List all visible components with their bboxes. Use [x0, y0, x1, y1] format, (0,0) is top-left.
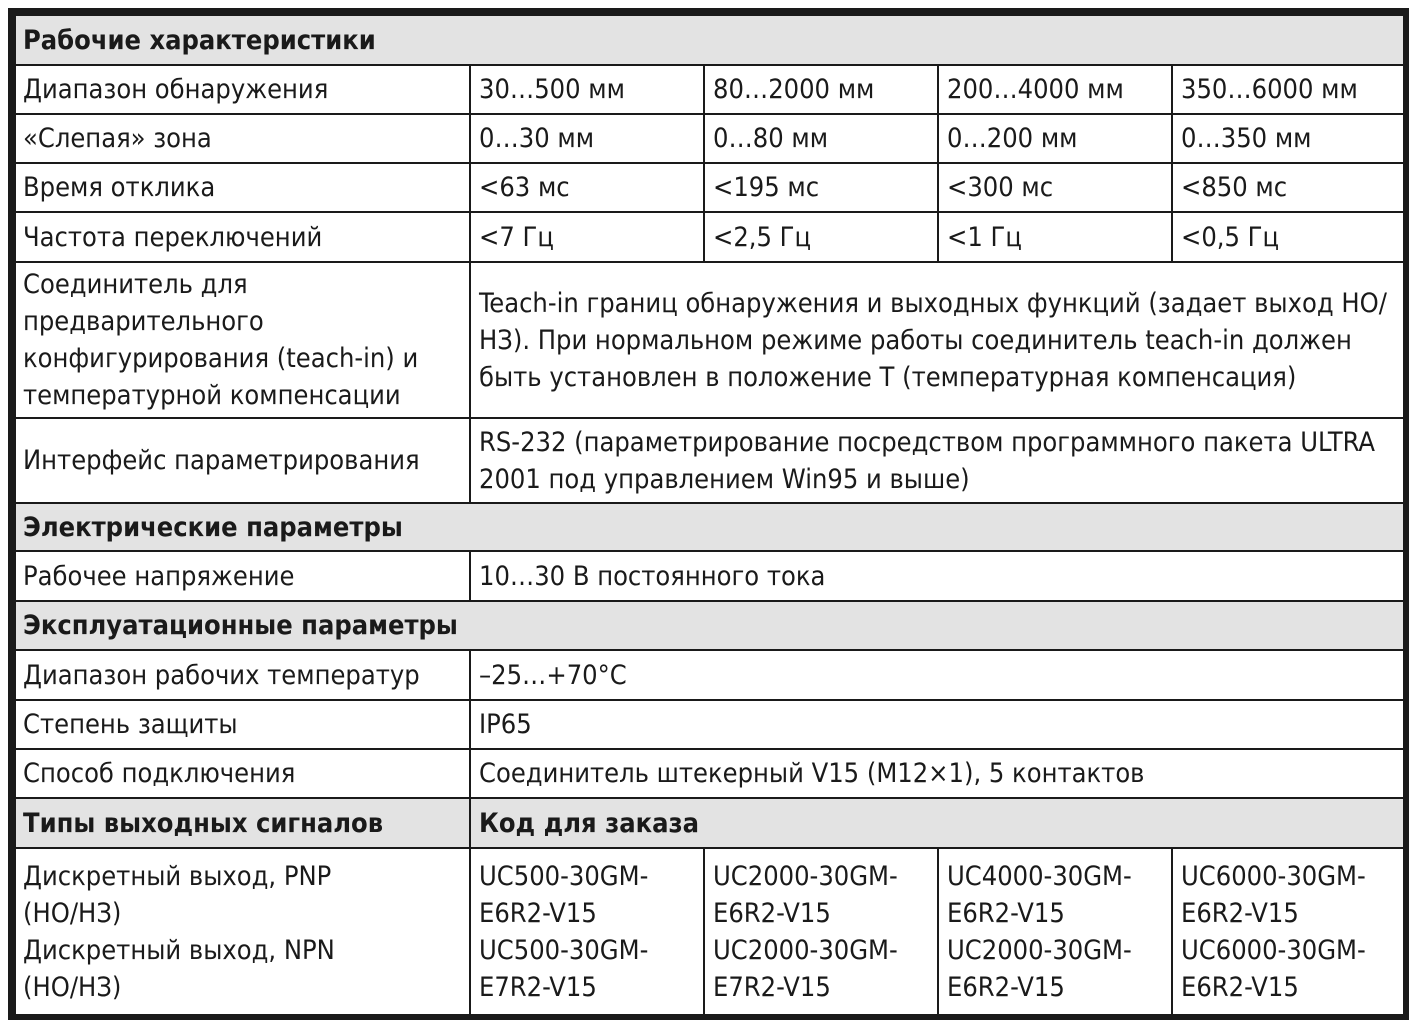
order-code-line: E6R2-V15 [1181, 897, 1299, 929]
pnp-output-label-1: Дискретный выход, PNP [23, 860, 332, 892]
teach-in-value: Teach-in границ обнаружения и выходных функций (задает выход НО/НЗ). При нормальном режиме работы соединитель teach-in должен быть установлен в положение Т (температурная компенсация) [470, 262, 1404, 418]
section-order-code-title: Код для заказа [470, 798, 1404, 848]
section-operating-row [15, 15, 1404, 65]
npn-output-label-1: Дискретный выход, NPN [23, 934, 335, 966]
detection-range-value-4: 350…6000 мм [1172, 65, 1404, 114]
order-code-line: UC2000-30GM- [713, 860, 898, 892]
blind-zone-value-2: 0…80 мм [704, 114, 938, 163]
order-code-cell-3 [938, 848, 1172, 1015]
response-time-label: Время отклика [15, 163, 470, 212]
pnp-output-label-2: (НО/НЗ) [23, 897, 122, 929]
section-electrical-row [15, 503, 1404, 551]
order-code-line: E6R2-V15 [947, 971, 1065, 1003]
section-exploitation-title: Эксплуатационные параметры [15, 601, 1404, 650]
detection-range-value-1: 30…500 мм [470, 65, 704, 114]
connection-label: Способ подключения [15, 749, 470, 798]
order-code-line: E6R2-V15 [947, 897, 1065, 929]
detection-range-value-2: 80…2000 мм [704, 65, 938, 114]
temp-range-value: –25…+70°С [470, 650, 1404, 700]
row-temp-range [15, 650, 1404, 700]
response-time-value-3: <300 мс [938, 163, 1172, 212]
blind-zone-value-1: 0…30 мм [470, 114, 704, 163]
response-time-value-1: <63 мс [470, 163, 704, 212]
order-code-line: UC500-30GM- [479, 860, 649, 892]
order-code-line: UC2000-30GM- [947, 934, 1132, 966]
section-exploitation-row [15, 601, 1404, 650]
specifications-table [14, 14, 1405, 1016]
order-code-line: E6R2-V15 [1181, 971, 1299, 1003]
switch-frequency-value-2: <2,5 Гц [704, 212, 938, 262]
switch-frequency-value-3: <1 Гц [938, 212, 1172, 262]
spec-sheet [8, 8, 1409, 1020]
row-response-time [15, 163, 1404, 212]
param-interface-label: Интерфейс параметрирования [15, 418, 470, 503]
blind-zone-label: «Слепая» зона [15, 114, 470, 163]
row-voltage [15, 551, 1404, 601]
protection-value: IP65 [470, 700, 1404, 749]
voltage-label: Рабочее напряжение [15, 551, 470, 601]
row-switch-frequency [15, 212, 1404, 262]
row-detection-range [15, 65, 1404, 114]
order-code-line: E6R2-V15 [479, 897, 597, 929]
switch-frequency-value-4: <0,5 Гц [1172, 212, 1404, 262]
order-code-cell-2 [704, 848, 938, 1015]
order-code-line: E6R2-V15 [713, 897, 831, 929]
response-time-value-4: <850 мс [1172, 163, 1404, 212]
row-connection [15, 749, 1404, 798]
order-code-line: UC500-30GM- [479, 934, 649, 966]
order-code-cell-1 [470, 848, 704, 1015]
order-code-cell-4 [1172, 848, 1404, 1015]
section-outputs-row [15, 798, 1404, 848]
order-code-line: UC6000-30GM- [1181, 934, 1366, 966]
row-blind-zone [15, 114, 1404, 163]
section-electrical-title: Электрические параметры [15, 503, 1404, 551]
detection-range-value-3: 200…4000 мм [938, 65, 1172, 114]
row-teach-in [15, 262, 1404, 418]
section-operating-title: Рабочие характеристики [15, 15, 1404, 65]
section-outputs-title: Типы выходных сигналов [15, 798, 470, 848]
protection-label: Степень защиты [15, 700, 470, 749]
order-code-line: E7R2-V15 [713, 971, 831, 1003]
row-param-interface [15, 418, 1404, 503]
switch-frequency-value-1: <7 Гц [470, 212, 704, 262]
detection-range-label: Диапазон обнаружения [15, 65, 470, 114]
output-types-cell [15, 848, 470, 1015]
blind-zone-value-4: 0…350 мм [1172, 114, 1404, 163]
switch-frequency-label: Частота переключений [15, 212, 470, 262]
temp-range-label: Диапазон рабочих температур [15, 650, 470, 700]
connection-value: Соединитель штекерный V15 (M12×1), 5 контактов [470, 749, 1404, 798]
order-code-line: UC2000-30GM- [713, 934, 898, 966]
blind-zone-value-3: 0…200 мм [938, 114, 1172, 163]
order-code-line: E7R2-V15 [479, 971, 597, 1003]
npn-output-label-2: (НО/НЗ) [23, 971, 122, 1003]
row-protection [15, 700, 1404, 749]
order-code-line: UC6000-30GM- [1181, 860, 1366, 892]
param-interface-value: RS-232 (параметрирование посредством программного пакета ULTRA 2001 под управлением Win95 и выше) [470, 418, 1404, 503]
teach-in-label: Соединитель для предварительного конфигурирования (teach-in) и температурной компенсации [15, 262, 470, 418]
voltage-value: 10…30 В постоянного тока [470, 551, 1404, 601]
row-output-codes [15, 848, 1404, 1015]
response-time-value-2: <195 мс [704, 163, 938, 212]
order-code-line: UC4000-30GM- [947, 860, 1132, 892]
